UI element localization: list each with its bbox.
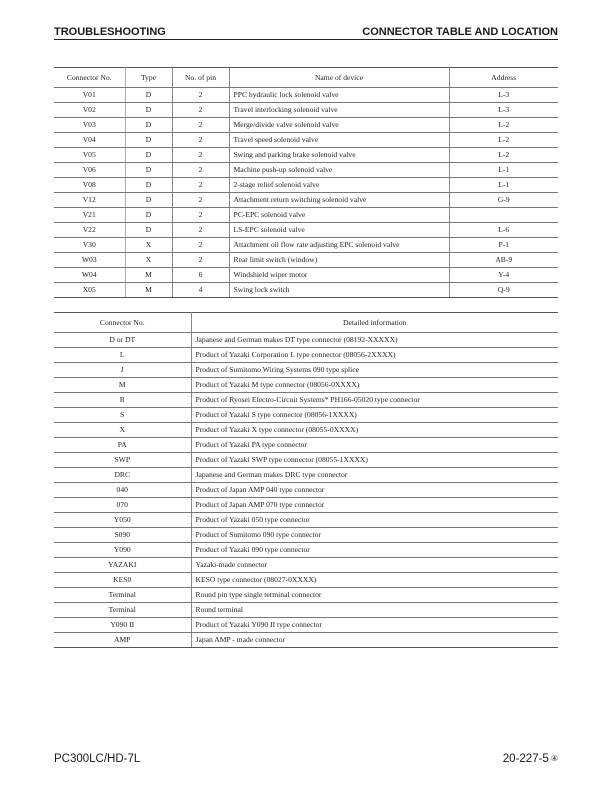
detail-info-cell: Product of Yazaki S type connector (08056-1XXXX) xyxy=(191,408,558,423)
connector-no-cell: X05 xyxy=(54,283,125,298)
type-cell: D xyxy=(125,223,172,238)
detail-info-cell: Product of Yazaki Corporation L type connector (08056-2XXXX) xyxy=(191,348,558,363)
pin-count-cell: 2 xyxy=(172,238,229,253)
table-row xyxy=(54,378,558,393)
pin-count-cell: 2 xyxy=(172,163,229,178)
detail-info-cell: Product of Ryosei Electro-Circuit Systems* PH166-05020 type connector xyxy=(191,393,558,408)
column-header-address: Address xyxy=(449,68,558,88)
detail-info-cell: Japanese and German makes DT type connector (08192-XXXXX) xyxy=(191,333,558,348)
pin-count-cell: 4 xyxy=(172,283,229,298)
table-row xyxy=(54,618,558,633)
address-cell: P-1 xyxy=(449,238,558,253)
pin-count-cell: 2 xyxy=(172,133,229,148)
table-row xyxy=(54,133,558,148)
pin-count-cell: 2 xyxy=(172,253,229,268)
table-row xyxy=(54,103,558,118)
table-row xyxy=(54,253,558,268)
connector-no-cell: V04 xyxy=(54,133,125,148)
device-name-cell: Swing lock switch xyxy=(229,283,449,298)
pin-count-cell: 2 xyxy=(172,178,229,193)
table-row xyxy=(54,453,558,468)
table-row xyxy=(54,543,558,558)
connector-no-cell: PA xyxy=(54,438,191,453)
table-row xyxy=(54,468,558,483)
detail-info-cell: Yazaki-made connector xyxy=(191,558,558,573)
table-row xyxy=(54,408,558,423)
type-cell: D xyxy=(125,178,172,193)
address-cell: L-3 xyxy=(449,88,558,103)
device-name-cell: Merge/divide valve solenoid valve xyxy=(229,118,449,133)
address-cell: Q-9 xyxy=(449,283,558,298)
detail-table-header-row xyxy=(54,313,558,333)
type-cell: D xyxy=(125,148,172,163)
pin-count-cell: 2 xyxy=(172,208,229,223)
page-number: 20-227-5 xyxy=(502,753,549,765)
revision-mark-icon: ④ xyxy=(550,754,558,763)
table-row xyxy=(54,363,558,378)
type-cell: M xyxy=(125,283,172,298)
table-row xyxy=(54,558,558,573)
type-cell: D xyxy=(125,118,172,133)
device-name-cell: Windshield wiper motor xyxy=(229,268,449,283)
column-header-connector-no: Connector No. xyxy=(54,68,125,88)
table-row xyxy=(54,238,558,253)
table-row xyxy=(54,423,558,438)
connector-no-cell: V21 xyxy=(54,208,125,223)
table-row xyxy=(54,393,558,408)
table-row xyxy=(54,208,558,223)
type-cell: D xyxy=(125,133,172,148)
type-cell: X xyxy=(125,253,172,268)
device-name-cell: PC-EPC solenoid valve xyxy=(229,208,449,223)
address-cell xyxy=(449,208,558,223)
table-row xyxy=(54,513,558,528)
column-header-name-of-device: Name of device xyxy=(229,68,449,88)
address-cell: Y-4 xyxy=(449,268,558,283)
type-cell: D xyxy=(125,208,172,223)
connector-no-cell: S090 xyxy=(54,528,191,543)
pin-count-cell: 2 xyxy=(172,103,229,118)
connector-no-cell: 040 xyxy=(54,483,191,498)
address-cell: L-2 xyxy=(449,118,558,133)
device-name-cell: Attachment oil flow rate adjusting EPC solenoid valve xyxy=(229,238,449,253)
table-row xyxy=(54,588,558,603)
detail-info-cell: Japan AMP - made connector xyxy=(191,633,558,648)
address-cell: L-2 xyxy=(449,148,558,163)
connector-no-cell: J xyxy=(54,363,191,378)
detail-info-cell: KESO type connector (08027-0XXXX) xyxy=(191,573,558,588)
table-row xyxy=(54,633,558,648)
connector-no-cell: Terminal xyxy=(54,588,191,603)
type-cell: D xyxy=(125,103,172,118)
connector-no-cell: DRC xyxy=(54,468,191,483)
device-name-cell: Travel interlocking solenoid valve xyxy=(229,103,449,118)
pin-count-cell: 2 xyxy=(172,148,229,163)
column-header-type: Type xyxy=(125,68,172,88)
detail-info-cell: Product of Sumitomo Wiring Systems 090 type splice xyxy=(191,363,558,378)
device-name-cell: Attachment return switching solenoid valve xyxy=(229,193,449,208)
table-row xyxy=(54,88,558,103)
device-name-cell: Travel speed solenoid valve xyxy=(229,133,449,148)
address-cell: L-1 xyxy=(449,178,558,193)
table-row xyxy=(54,438,558,453)
section-title: TROUBLESHOOTING xyxy=(54,26,166,38)
table-row xyxy=(54,193,558,208)
connector-no-cell: 070 xyxy=(54,498,191,513)
detail-info-cell: Product of Yazaki 090 type connector xyxy=(191,543,558,558)
connector-no-cell: W03 xyxy=(54,253,125,268)
page-number-group xyxy=(503,752,558,766)
detail-info-cell: Product of Yazaki 050 type connector xyxy=(191,513,558,528)
connector-no-cell: Y090 II xyxy=(54,618,191,633)
connector-no-cell: L xyxy=(54,348,191,363)
pin-count-cell: 2 xyxy=(172,88,229,103)
connector-no-cell: Y050 xyxy=(54,513,191,528)
connector-no-cell: Y090 xyxy=(54,543,191,558)
device-name-cell: Machine push-up solenoid valve xyxy=(229,163,449,178)
page-title: CONNECTOR TABLE AND LOCATION xyxy=(362,26,558,38)
pin-count-cell: 2 xyxy=(172,193,229,208)
device-name-cell: Rear limit switch (window) xyxy=(229,253,449,268)
detail-info-cell: Product of Yazaki X type connector (08055-0XXXX) xyxy=(191,423,558,438)
type-cell: D xyxy=(125,88,172,103)
detail-info-cell: Product of Yazaki SWP type connector (08055-1XXXX) xyxy=(191,453,558,468)
column-header-connector-no: Connector No. xyxy=(54,313,191,333)
table-row xyxy=(54,163,558,178)
type-cell: D xyxy=(125,163,172,178)
detail-info-cell: Japanese and German makes DRC type connector xyxy=(191,468,558,483)
connector-no-cell: SWP xyxy=(54,453,191,468)
detail-info-cell: Product of Japan AMP 070 type connector xyxy=(191,498,558,513)
address-cell: G-9 xyxy=(449,193,558,208)
model-name: PC300LC/HD-7L xyxy=(54,753,141,765)
connector-no-cell: Terminal xyxy=(54,603,191,618)
connector-no-cell: V02 xyxy=(54,103,125,118)
connector-table-header-row xyxy=(54,68,558,88)
device-name-cell: Swing and parking brake solenoid valve xyxy=(229,148,449,163)
table-row xyxy=(54,283,558,298)
table-row xyxy=(54,148,558,163)
address-cell: L-6 xyxy=(449,223,558,238)
pin-count-cell: 6 xyxy=(172,268,229,283)
connector-no-cell: YAZAKI xyxy=(54,558,191,573)
pin-count-cell: 2 xyxy=(172,223,229,238)
table-row xyxy=(54,348,558,363)
table-row xyxy=(54,178,558,193)
connector-detail-table xyxy=(54,312,558,648)
type-cell: X xyxy=(125,238,172,253)
detail-info-cell: Product of Sumitomo 090 type connector xyxy=(191,528,558,543)
detail-info-cell: Product of Yazaki M type connector (08056-0XXXX) xyxy=(191,378,558,393)
table-row xyxy=(54,498,558,513)
connector-no-cell: M xyxy=(54,378,191,393)
type-cell: M xyxy=(125,268,172,283)
type-cell: D xyxy=(125,193,172,208)
detail-info-cell: Round terminal xyxy=(191,603,558,618)
connector-no-cell: V05 xyxy=(54,148,125,163)
table-row xyxy=(54,573,558,588)
table-row xyxy=(54,333,558,348)
table-row xyxy=(54,223,558,238)
connector-table xyxy=(54,67,558,298)
page-header xyxy=(54,25,558,40)
connector-no-cell: S xyxy=(54,408,191,423)
table-row xyxy=(54,528,558,543)
connector-no-cell: X xyxy=(54,423,191,438)
table-row xyxy=(54,483,558,498)
connector-no-cell: V01 xyxy=(54,88,125,103)
connector-no-cell: V03 xyxy=(54,118,125,133)
connector-no-cell: V12 xyxy=(54,193,125,208)
table-row xyxy=(54,118,558,133)
table-row xyxy=(54,268,558,283)
connector-no-cell: R xyxy=(54,393,191,408)
device-name-cell: PPC hydraulic lock solenoid valve xyxy=(229,88,449,103)
detail-info-cell: Product of Yazaki PA type connector xyxy=(191,438,558,453)
address-cell: L-2 xyxy=(449,133,558,148)
connector-no-cell: V06 xyxy=(54,163,125,178)
detail-info-cell: Product of Yazaki Y090 II type connector xyxy=(191,618,558,633)
detail-info-cell: Product of Japan AMP 040 type connector xyxy=(191,483,558,498)
connector-no-cell: AMP xyxy=(54,633,191,648)
address-cell: AB-9 xyxy=(449,253,558,268)
connector-no-cell: KES0 xyxy=(54,573,191,588)
table-row xyxy=(54,603,558,618)
column-header-detailed-information: Detailed information xyxy=(191,313,558,333)
connector-no-cell: V22 xyxy=(54,223,125,238)
detail-info-cell: Round pin type single terminal connector xyxy=(191,588,558,603)
device-name-cell: 2-stage relief solenoid valve xyxy=(229,178,449,193)
address-cell: L-1 xyxy=(449,163,558,178)
device-name-cell: LS-EPC solenoid valve xyxy=(229,223,449,238)
connector-no-cell: V08 xyxy=(54,178,125,193)
pin-count-cell: 2 xyxy=(172,118,229,133)
column-header-no-of-pin: No. of pin xyxy=(172,68,229,88)
connector-no-cell: D or DT xyxy=(54,333,191,348)
address-cell: L-3 xyxy=(449,103,558,118)
connector-no-cell: V30 xyxy=(54,238,125,253)
connector-no-cell: W04 xyxy=(54,268,125,283)
